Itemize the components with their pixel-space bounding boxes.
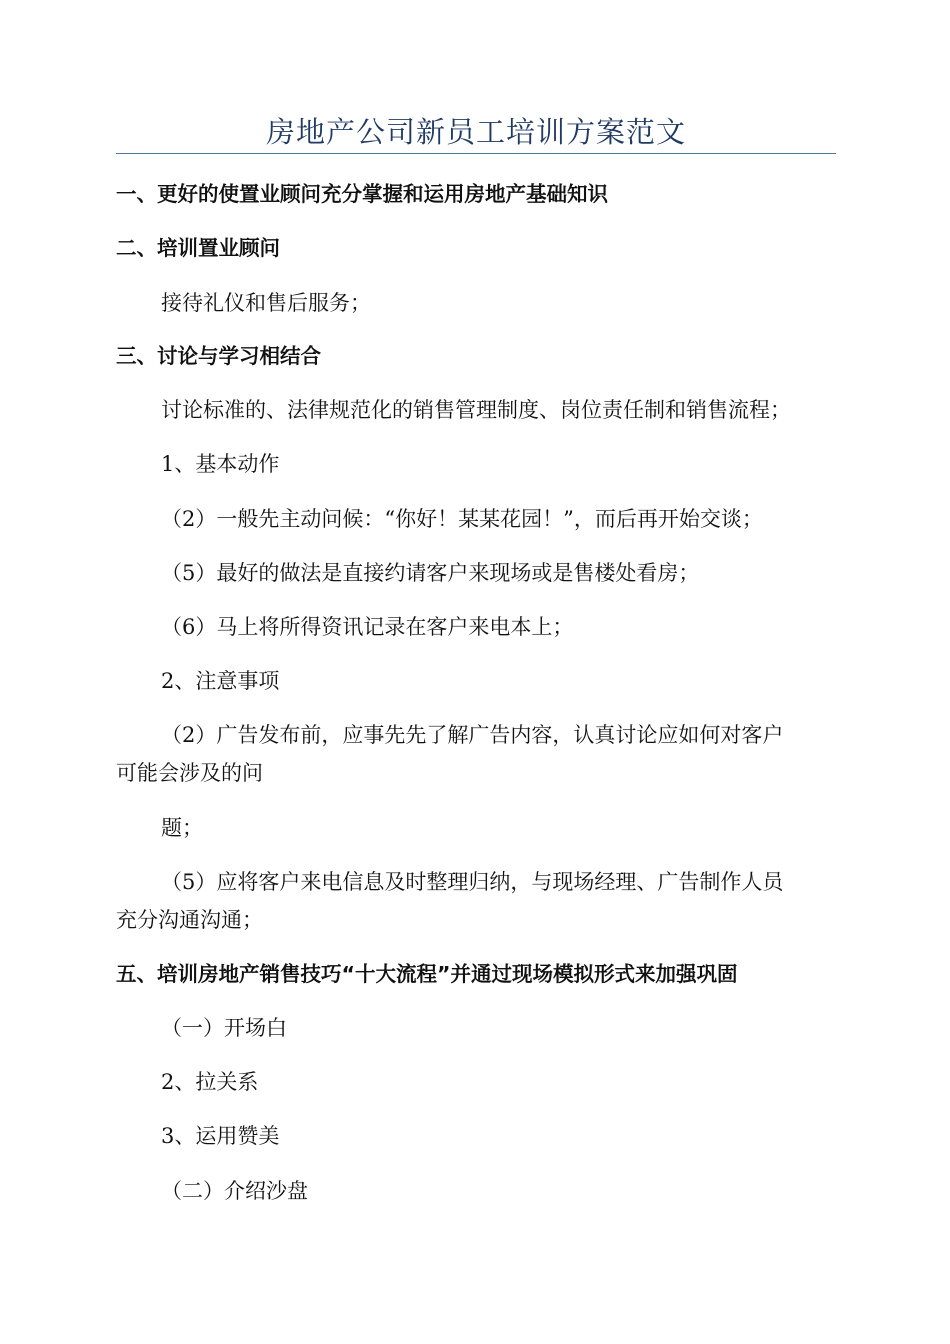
paragraph-reception-etiquette: 接待礼仪和售后服务； (161, 291, 371, 315)
item-opening: （一）开场白 (161, 1016, 287, 1040)
paragraph-customer-info-line-2: 充分沟通沟通； (116, 908, 263, 932)
paragraph-discussion-standards: 讨论标准的、法律规范化的销售管理制度、岗位责任制和销售流程； (161, 398, 791, 422)
section-heading-1: 一、更好的使置业顾问充分掌握和运用房地产基础知识 (116, 182, 608, 206)
item-basic-actions: 1、基本动作 (161, 452, 280, 476)
section-heading-3: 三、讨论与学习相结合 (116, 344, 321, 368)
item-praise: 3、运用赞美 (161, 1124, 280, 1148)
document-page (116, 0, 836, 1344)
item-greeting: （2）一般先主动问候：“你好！某某花园！”，而后再开始交谈； (161, 507, 763, 531)
paragraph-advertising-line-1: （2）广告发布前，应事先先了解广告内容，认真讨论应如何对客户 (161, 723, 784, 747)
title-underline-rule (116, 153, 836, 154)
paragraph-customer-info-line-1: （5）应将客户来电信息及时整理归纳，与现场经理、广告制作人员 (161, 870, 784, 894)
item-best-practice: （5）最好的做法是直接约请客户来现场或是售楼处看房； (161, 561, 700, 585)
section-heading-2: 二、培训置业顾问 (116, 236, 280, 260)
document-title: 房地产公司新员工培训方案范文 (265, 115, 686, 149)
item-notes: 2、注意事项 (161, 669, 280, 693)
paragraph-advertising-line-2: 可能会涉及的问 (116, 761, 263, 785)
item-relationship: 2、拉关系 (161, 1070, 259, 1094)
paragraph-question-continuation: 题； (161, 816, 203, 840)
paragraph-customer-info (116, 863, 836, 939)
item-record-info: （6）马上将所得资讯记录在客户来电本上； (161, 615, 574, 639)
paragraph-advertising (116, 716, 836, 792)
item-sand-table: （二）介绍沙盘 (161, 1179, 308, 1203)
section-heading-5: 五、培训房地产销售技巧“十大流程”并通过现场模拟形式来加强巩固 (116, 962, 738, 986)
